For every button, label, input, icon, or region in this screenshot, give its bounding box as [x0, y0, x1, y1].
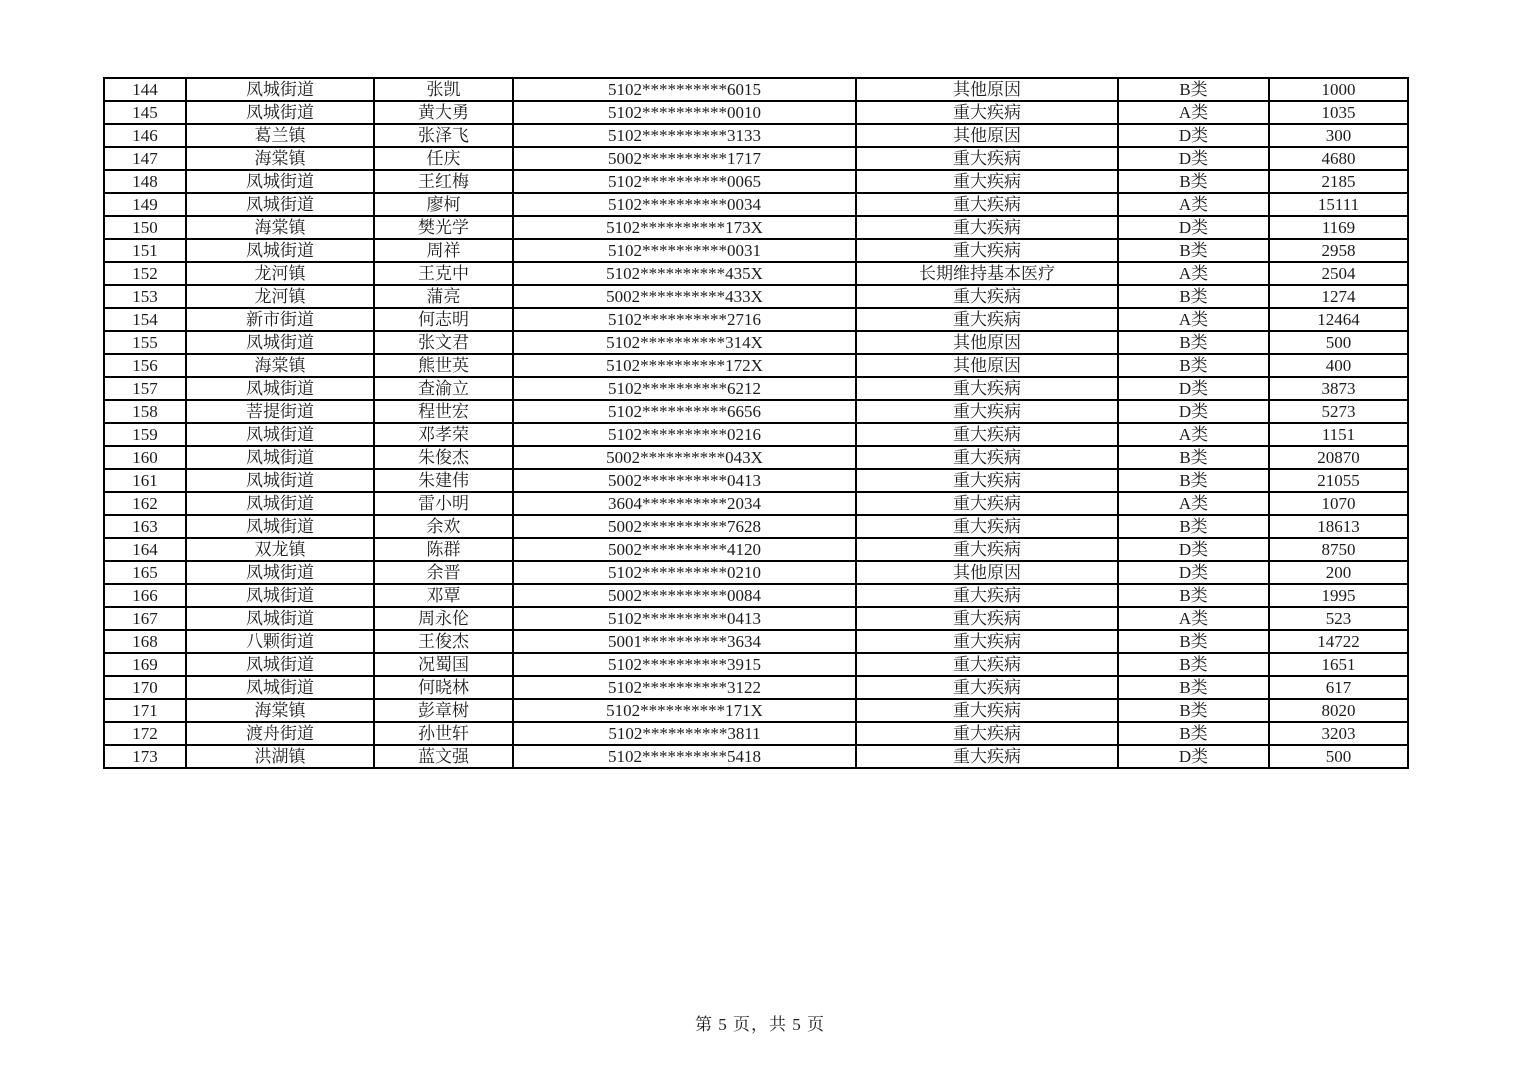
row-number-cell: 144: [104, 78, 186, 101]
category-cell: B类: [1118, 515, 1269, 538]
district-cell: 凤城街道: [186, 78, 374, 101]
reason-cell: 重大疾病: [856, 193, 1118, 216]
id-number-cell: 3604**********2034: [513, 492, 856, 515]
table-row: [104, 170, 1408, 193]
table-row: [104, 239, 1408, 262]
amount-cell: 5273: [1269, 400, 1408, 423]
district-cell: 凤城街道: [186, 561, 374, 584]
table-row: [104, 722, 1408, 745]
id-number-cell: 5102**********435X: [513, 262, 856, 285]
row-number-cell: 149: [104, 193, 186, 216]
category-cell: B类: [1118, 285, 1269, 308]
district-cell: 渡舟街道: [186, 722, 374, 745]
district-cell: 八颗街道: [186, 630, 374, 653]
district-cell: 凤城街道: [186, 193, 374, 216]
row-number-cell: 161: [104, 469, 186, 492]
name-cell: 程世宏: [374, 400, 513, 423]
id-number-cell: 5102**********314X: [513, 331, 856, 354]
category-cell: B类: [1118, 676, 1269, 699]
table-row: [104, 561, 1408, 584]
district-cell: 凤城街道: [186, 239, 374, 262]
category-cell: D类: [1118, 377, 1269, 400]
district-cell: 菩提街道: [186, 400, 374, 423]
reason-cell: 重大疾病: [856, 170, 1118, 193]
table-row: [104, 193, 1408, 216]
name-cell: 彭章树: [374, 699, 513, 722]
table-row: [104, 676, 1408, 699]
name-cell: 周祥: [374, 239, 513, 262]
id-number-cell: 5102**********0031: [513, 239, 856, 262]
reason-cell: 长期维持基本医疗: [856, 262, 1118, 285]
id-number-cell: 5001**********3634: [513, 630, 856, 653]
amount-cell: 3203: [1269, 722, 1408, 745]
table-row: [104, 423, 1408, 446]
id-number-cell: 5002**********0084: [513, 584, 856, 607]
id-number-cell: 5102**********3811: [513, 722, 856, 745]
id-number-cell: 5102**********0065: [513, 170, 856, 193]
category-cell: A类: [1118, 423, 1269, 446]
row-number-cell: 165: [104, 561, 186, 584]
id-number-cell: 5102**********3915: [513, 653, 856, 676]
row-number-cell: 166: [104, 584, 186, 607]
category-cell: B类: [1118, 354, 1269, 377]
category-cell: B类: [1118, 469, 1269, 492]
category-cell: B类: [1118, 170, 1269, 193]
category-cell: A类: [1118, 492, 1269, 515]
amount-cell: 300: [1269, 124, 1408, 147]
district-cell: 龙河镇: [186, 262, 374, 285]
id-number-cell: 5002**********0413: [513, 469, 856, 492]
id-number-cell: 5102**********3133: [513, 124, 856, 147]
row-number-cell: 158: [104, 400, 186, 423]
table-row: [104, 308, 1408, 331]
amount-cell: 3873: [1269, 377, 1408, 400]
id-number-cell: 5002**********1717: [513, 147, 856, 170]
table-row: [104, 216, 1408, 239]
table-row: [104, 78, 1408, 101]
table-row: [104, 630, 1408, 653]
table-row: [104, 699, 1408, 722]
name-cell: 陈群: [374, 538, 513, 561]
name-cell: 何志明: [374, 308, 513, 331]
reason-cell: 重大疾病: [856, 400, 1118, 423]
reason-cell: 重大疾病: [856, 699, 1118, 722]
amount-cell: 1169: [1269, 216, 1408, 239]
row-number-cell: 160: [104, 446, 186, 469]
row-number-cell: 154: [104, 308, 186, 331]
amount-cell: 1995: [1269, 584, 1408, 607]
name-cell: 朱俊杰: [374, 446, 513, 469]
name-cell: 蓝文强: [374, 745, 513, 768]
id-number-cell: 5102**********3122: [513, 676, 856, 699]
table-row: [104, 538, 1408, 561]
category-cell: A类: [1118, 607, 1269, 630]
category-cell: B类: [1118, 653, 1269, 676]
table-row: [104, 607, 1408, 630]
reason-cell: 重大疾病: [856, 630, 1118, 653]
row-number-cell: 164: [104, 538, 186, 561]
id-number-cell: 5002**********433X: [513, 285, 856, 308]
name-cell: 王克中: [374, 262, 513, 285]
name-cell: 蒲亮: [374, 285, 513, 308]
row-number-cell: 163: [104, 515, 186, 538]
category-cell: B类: [1118, 584, 1269, 607]
category-cell: D类: [1118, 124, 1269, 147]
row-number-cell: 156: [104, 354, 186, 377]
row-number-cell: 168: [104, 630, 186, 653]
district-cell: 凤城街道: [186, 676, 374, 699]
table-row: [104, 331, 1408, 354]
reason-cell: 重大疾病: [856, 584, 1118, 607]
amount-cell: 617: [1269, 676, 1408, 699]
category-cell: D类: [1118, 745, 1269, 768]
name-cell: 樊光学: [374, 216, 513, 239]
amount-cell: 2504: [1269, 262, 1408, 285]
amount-cell: 12464: [1269, 308, 1408, 331]
reason-cell: 重大疾病: [856, 285, 1118, 308]
row-number-cell: 173: [104, 745, 186, 768]
table-row: [104, 446, 1408, 469]
district-cell: 海棠镇: [186, 147, 374, 170]
amount-cell: 1070: [1269, 492, 1408, 515]
category-cell: D类: [1118, 561, 1269, 584]
district-cell: 凤城街道: [186, 584, 374, 607]
table-row: [104, 400, 1408, 423]
id-number-cell: 5002**********7628: [513, 515, 856, 538]
amount-cell: 1274: [1269, 285, 1408, 308]
reason-cell: 重大疾病: [856, 446, 1118, 469]
amount-cell: 4680: [1269, 147, 1408, 170]
reason-cell: 重大疾病: [856, 492, 1118, 515]
district-cell: 海棠镇: [186, 354, 374, 377]
district-cell: 凤城街道: [186, 607, 374, 630]
reason-cell: 重大疾病: [856, 538, 1118, 561]
name-cell: 何晓林: [374, 676, 513, 699]
district-cell: 双龙镇: [186, 538, 374, 561]
amount-cell: 1035: [1269, 101, 1408, 124]
row-number-cell: 152: [104, 262, 186, 285]
name-cell: 邓覃: [374, 584, 513, 607]
id-number-cell: 5102**********2716: [513, 308, 856, 331]
id-number-cell: 5102**********0216: [513, 423, 856, 446]
row-number-cell: 151: [104, 239, 186, 262]
category-cell: A类: [1118, 308, 1269, 331]
row-number-cell: 170: [104, 676, 186, 699]
name-cell: 张文君: [374, 331, 513, 354]
page-number-footer: 第 5 页，共 5 页: [695, 1015, 825, 1034]
amount-cell: 400: [1269, 354, 1408, 377]
reason-cell: 重大疾病: [856, 308, 1118, 331]
table-row: [104, 101, 1408, 124]
reason-cell: 重大疾病: [856, 147, 1118, 170]
row-number-cell: 172: [104, 722, 186, 745]
amount-cell: 1151: [1269, 423, 1408, 446]
district-cell: 凤城街道: [186, 446, 374, 469]
name-cell: 廖柯: [374, 193, 513, 216]
reason-cell: 重大疾病: [856, 515, 1118, 538]
table-row: [104, 469, 1408, 492]
name-cell: 黄大勇: [374, 101, 513, 124]
row-number-cell: 159: [104, 423, 186, 446]
amount-cell: 18613: [1269, 515, 1408, 538]
name-cell: 邓孝荣: [374, 423, 513, 446]
row-number-cell: 147: [104, 147, 186, 170]
reason-cell: 重大疾病: [856, 653, 1118, 676]
table-row: [104, 377, 1408, 400]
reason-cell: 重大疾病: [856, 423, 1118, 446]
name-cell: 雷小明: [374, 492, 513, 515]
id-number-cell: 5102**********172X: [513, 354, 856, 377]
amount-cell: 1000: [1269, 78, 1408, 101]
row-number-cell: 153: [104, 285, 186, 308]
amount-cell: 2185: [1269, 170, 1408, 193]
district-cell: 龙河镇: [186, 285, 374, 308]
table-row: [104, 515, 1408, 538]
district-cell: 新市街道: [186, 308, 374, 331]
category-cell: A类: [1118, 262, 1269, 285]
row-number-cell: 145: [104, 101, 186, 124]
table-row: [104, 262, 1408, 285]
name-cell: 查渝立: [374, 377, 513, 400]
name-cell: 余欢: [374, 515, 513, 538]
category-cell: B类: [1118, 722, 1269, 745]
table-row: [104, 354, 1408, 377]
row-number-cell: 150: [104, 216, 186, 239]
district-cell: 凤城街道: [186, 331, 374, 354]
category-cell: A类: [1118, 101, 1269, 124]
row-number-cell: 155: [104, 331, 186, 354]
category-cell: D类: [1118, 538, 1269, 561]
district-cell: 凤城街道: [186, 377, 374, 400]
name-cell: 张凯: [374, 78, 513, 101]
category-cell: D类: [1118, 400, 1269, 423]
id-number-cell: 5102**********0210: [513, 561, 856, 584]
category-cell: B类: [1118, 331, 1269, 354]
reason-cell: 重大疾病: [856, 745, 1118, 768]
reason-cell: 重大疾病: [856, 101, 1118, 124]
district-cell: 凤城街道: [186, 515, 374, 538]
id-number-cell: 5102**********0034: [513, 193, 856, 216]
amount-cell: 20870: [1269, 446, 1408, 469]
category-cell: B类: [1118, 630, 1269, 653]
amount-cell: 21055: [1269, 469, 1408, 492]
id-number-cell: 5002**********043X: [513, 446, 856, 469]
table-row: [104, 584, 1408, 607]
row-number-cell: 146: [104, 124, 186, 147]
name-cell: 王俊杰: [374, 630, 513, 653]
district-cell: 凤城街道: [186, 101, 374, 124]
reason-cell: 其他原因: [856, 78, 1118, 101]
amount-cell: 200: [1269, 561, 1408, 584]
name-cell: 况蜀国: [374, 653, 513, 676]
amount-cell: 500: [1269, 745, 1408, 768]
table-row: [104, 124, 1408, 147]
table-row: [104, 492, 1408, 515]
row-number-cell: 169: [104, 653, 186, 676]
row-number-cell: 148: [104, 170, 186, 193]
category-cell: D类: [1118, 147, 1269, 170]
table-body: [104, 78, 1408, 768]
category-cell: B类: [1118, 78, 1269, 101]
amount-cell: 8020: [1269, 699, 1408, 722]
district-cell: 凤城街道: [186, 423, 374, 446]
district-cell: 葛兰镇: [186, 124, 374, 147]
row-number-cell: 167: [104, 607, 186, 630]
id-number-cell: 5102**********5418: [513, 745, 856, 768]
district-cell: 海棠镇: [186, 699, 374, 722]
id-number-cell: 5002**********4120: [513, 538, 856, 561]
district-cell: 海棠镇: [186, 216, 374, 239]
district-cell: 凤城街道: [186, 469, 374, 492]
table-row: [104, 653, 1408, 676]
reason-cell: 其他原因: [856, 354, 1118, 377]
reason-cell: 重大疾病: [856, 469, 1118, 492]
category-cell: B类: [1118, 699, 1269, 722]
amount-cell: 2958: [1269, 239, 1408, 262]
reason-cell: 重大疾病: [856, 216, 1118, 239]
amount-cell: 8750: [1269, 538, 1408, 561]
district-cell: 凤城街道: [186, 653, 374, 676]
name-cell: 余晋: [374, 561, 513, 584]
name-cell: 王红梅: [374, 170, 513, 193]
reason-cell: 重大疾病: [856, 722, 1118, 745]
name-cell: 孙世轩: [374, 722, 513, 745]
district-cell: 凤城街道: [186, 492, 374, 515]
amount-cell: 15111: [1269, 193, 1408, 216]
table-row: [104, 285, 1408, 308]
name-cell: 熊世英: [374, 354, 513, 377]
reason-cell: 重大疾病: [856, 607, 1118, 630]
name-cell: 张泽飞: [374, 124, 513, 147]
name-cell: 任庆: [374, 147, 513, 170]
category-cell: D类: [1118, 216, 1269, 239]
amount-cell: 1651: [1269, 653, 1408, 676]
amount-cell: 523: [1269, 607, 1408, 630]
id-number-cell: 5102**********6212: [513, 377, 856, 400]
benefit-table: [103, 77, 1409, 769]
district-cell: 洪湖镇: [186, 745, 374, 768]
id-number-cell: 5102**********0010: [513, 101, 856, 124]
row-number-cell: 162: [104, 492, 186, 515]
id-number-cell: 5102**********173X: [513, 216, 856, 239]
id-number-cell: 5102**********6656: [513, 400, 856, 423]
amount-cell: 14722: [1269, 630, 1408, 653]
id-number-cell: 5102**********0413: [513, 607, 856, 630]
reason-cell: 重大疾病: [856, 377, 1118, 400]
amount-cell: 500: [1269, 331, 1408, 354]
name-cell: 周永伦: [374, 607, 513, 630]
name-cell: 朱建伟: [374, 469, 513, 492]
category-cell: B类: [1118, 239, 1269, 262]
reason-cell: 其他原因: [856, 124, 1118, 147]
row-number-cell: 171: [104, 699, 186, 722]
table-row: [104, 147, 1408, 170]
reason-cell: 重大疾病: [856, 676, 1118, 699]
reason-cell: 其他原因: [856, 561, 1118, 584]
table-row: [104, 745, 1408, 768]
row-number-cell: 157: [104, 377, 186, 400]
id-number-cell: 5102**********6015: [513, 78, 856, 101]
reason-cell: 重大疾病: [856, 239, 1118, 262]
reason-cell: 其他原因: [856, 331, 1118, 354]
category-cell: A类: [1118, 193, 1269, 216]
category-cell: B类: [1118, 446, 1269, 469]
id-number-cell: 5102**********171X: [513, 699, 856, 722]
district-cell: 凤城街道: [186, 170, 374, 193]
